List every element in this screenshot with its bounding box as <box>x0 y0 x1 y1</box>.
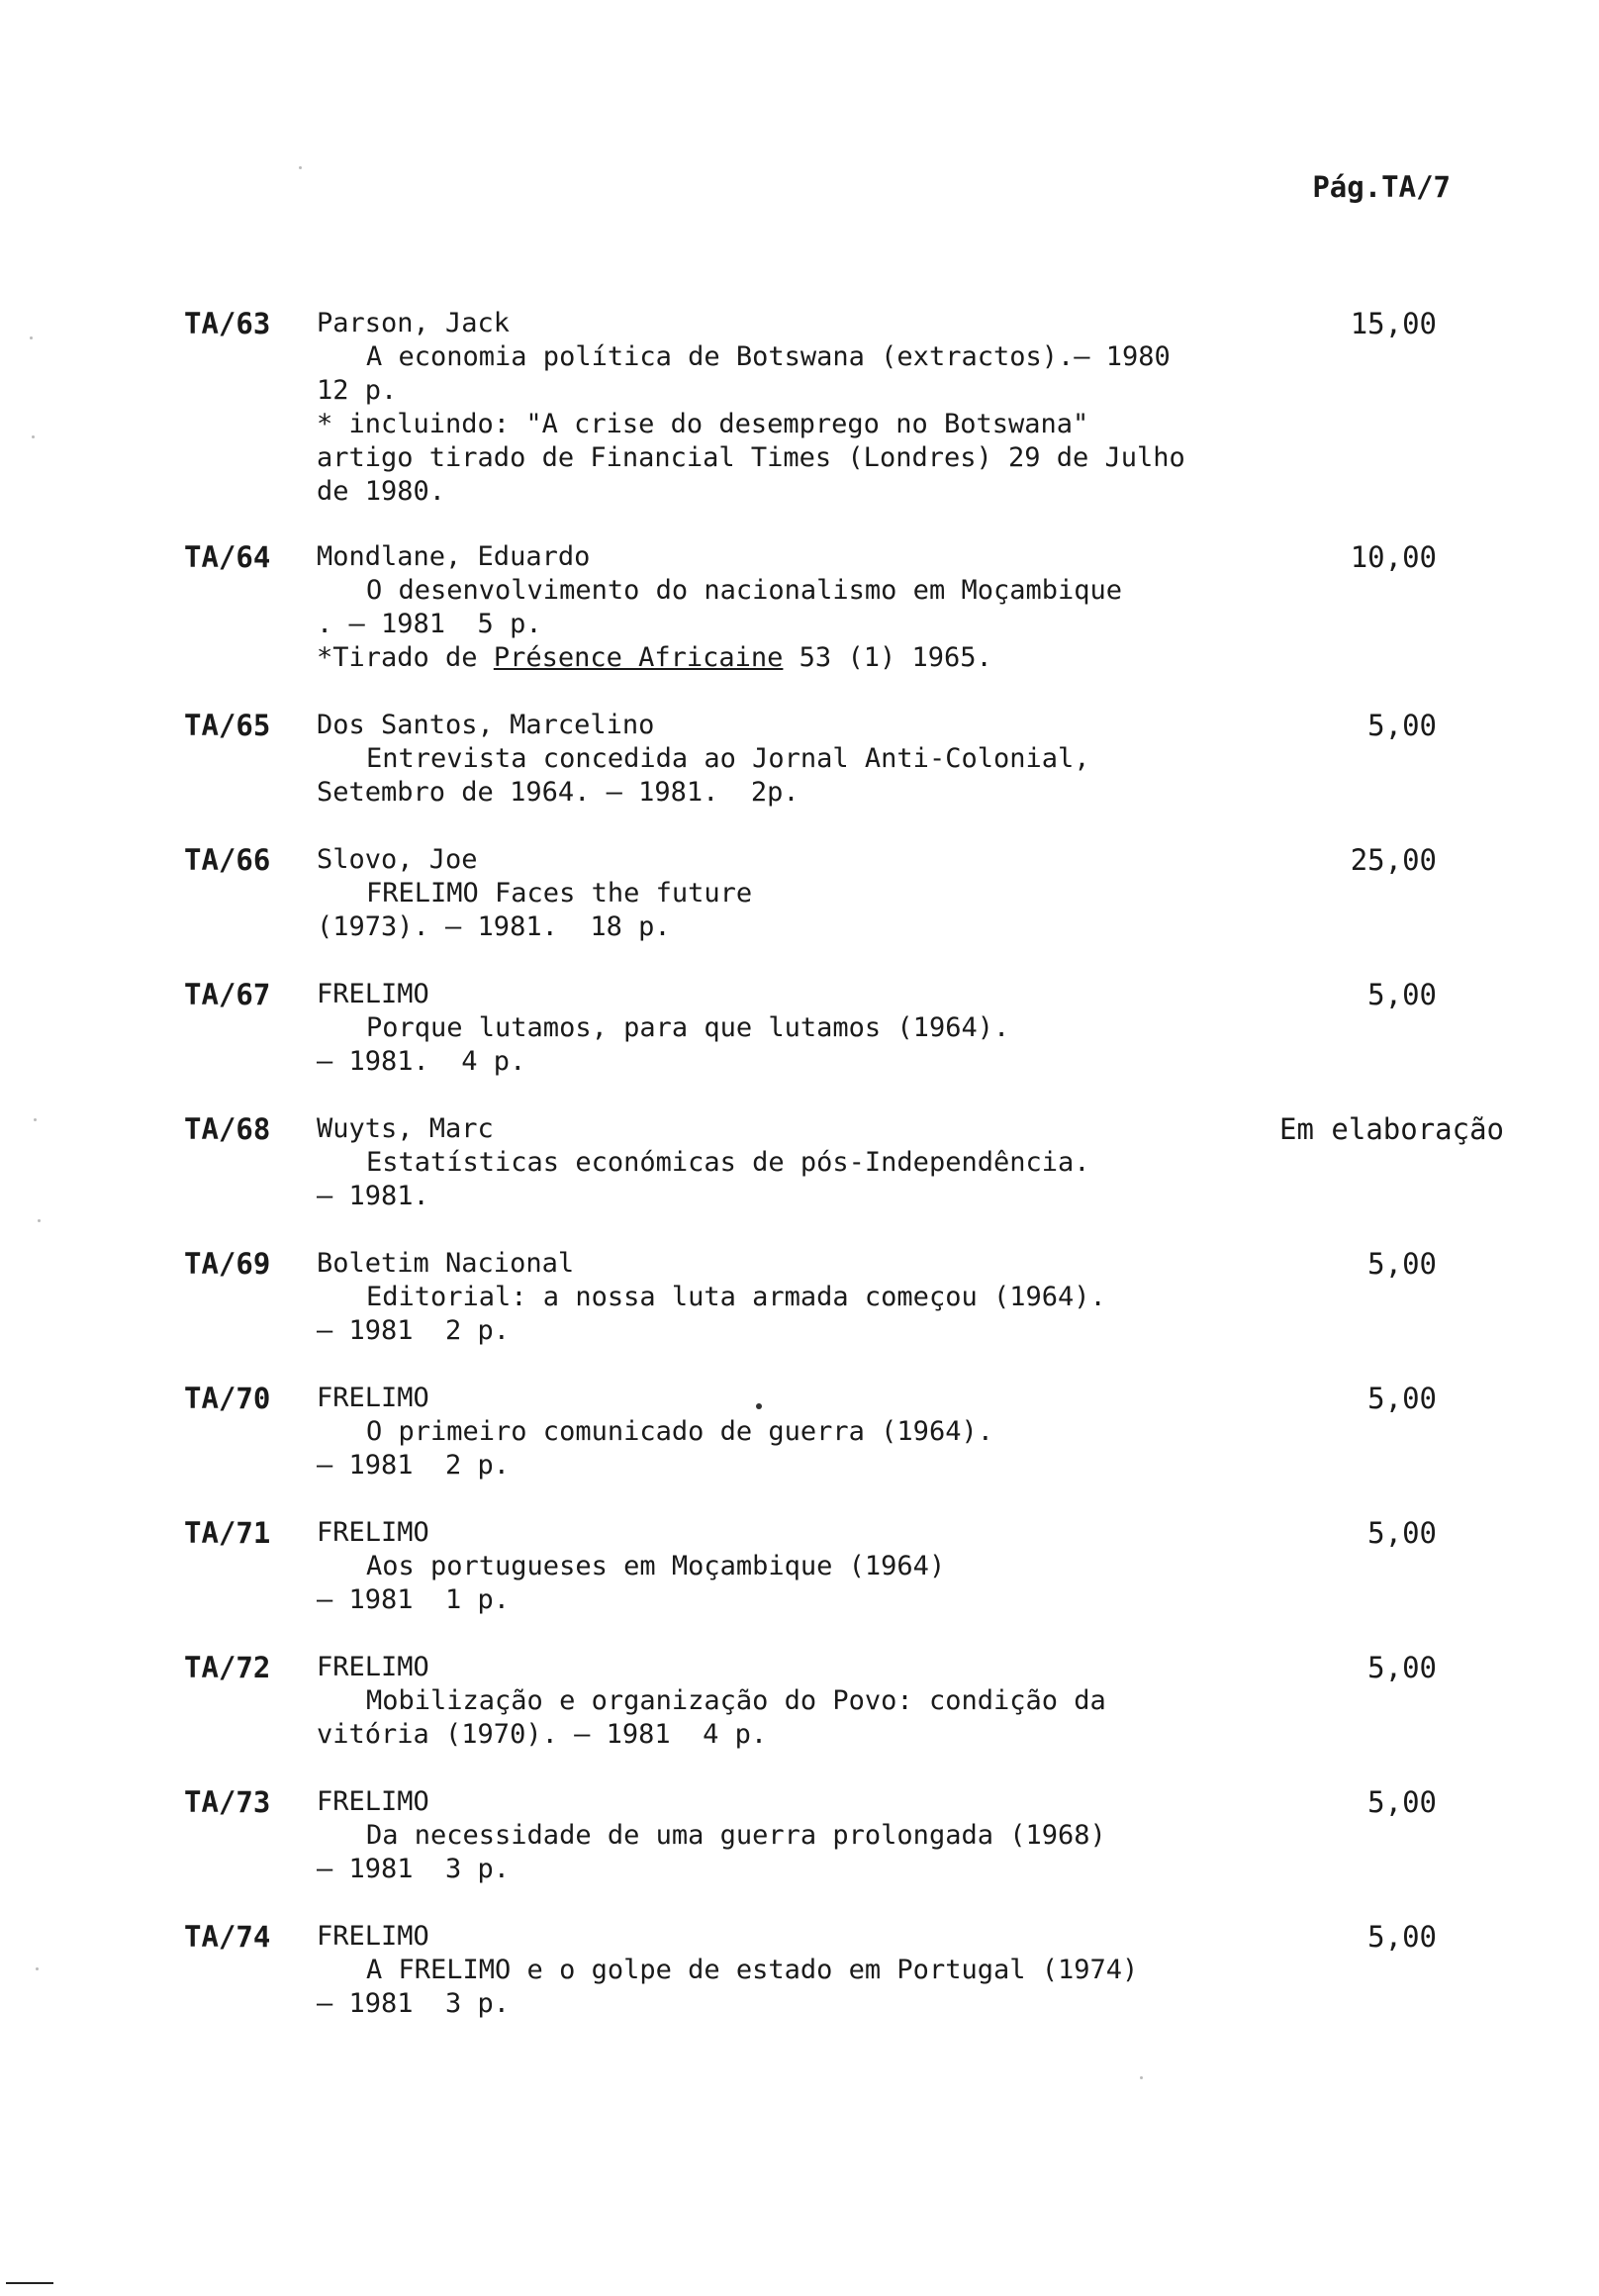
entry-author: FRELIMO <box>317 979 429 1009</box>
entry-pages: vitória (1970). — 1981 4 p. <box>317 1719 768 1750</box>
entry-price: 10,00 <box>1350 540 1437 574</box>
entry-title: Aos portugueses em Moçambique (1964) <box>366 1551 946 1581</box>
entry-author: Boletim Nacional <box>317 1248 575 1279</box>
entry-code: TA/68 <box>184 1112 271 1146</box>
entry-code: TA/64 <box>184 540 271 574</box>
entry-body <box>317 1382 1227 1483</box>
entry-code: TA/72 <box>184 1651 271 1684</box>
entry-body <box>317 1785 1227 1886</box>
entry-title: O primeiro comunicado de guerra (1964). <box>366 1416 993 1447</box>
entry-author: Mondlane, Eduardo <box>317 541 591 572</box>
entry-price: Em elaboração <box>1279 1112 1504 1146</box>
page-number: Pág.TA/7 <box>1312 170 1451 204</box>
entry-price: 5,00 <box>1367 1247 1437 1281</box>
scan-speck <box>299 166 302 169</box>
entry-pages: — 1981. 4 p. <box>317 1046 526 1077</box>
entry-body <box>317 843 1227 944</box>
entry-title: Porque lutamos, para que lutamos (1964). <box>366 1012 1010 1043</box>
entry-author: Dos Santos, Marcelino <box>317 710 655 740</box>
entry-author: Parson, Jack <box>317 308 511 338</box>
entry-title: Da necessidade de uma guerra prolongada (1968) <box>366 1820 1106 1851</box>
entry-title: Mobilização e organização do Povo: condição da <box>366 1685 1106 1716</box>
entry-price: 5,00 <box>1367 1920 1437 1954</box>
entry-body <box>317 1651 1227 1752</box>
entry-body <box>317 978 1227 1079</box>
entry-pages: (1973). — 1981. 18 p. <box>317 911 671 942</box>
entry-code: TA/73 <box>184 1785 271 1819</box>
entry-price: 5,00 <box>1367 709 1437 742</box>
entry-title: Estatísticas económicas de pós-Independência. <box>366 1147 1090 1178</box>
entry-title: Entrevista concedida ao Jornal Anti-Colonial, <box>366 743 1090 774</box>
entry-body <box>317 1112 1227 1213</box>
entry-note: artigo tirado de Financial Times (Londres) 29 de Julho <box>317 442 1185 473</box>
entry-price: 5,00 <box>1367 1516 1437 1550</box>
scan-speck <box>30 336 33 339</box>
entry-title: FRELIMO Faces the future <box>366 878 753 909</box>
entry-note-prefix: *Tirado de <box>317 642 494 673</box>
entry-body <box>317 709 1227 810</box>
scan-speck <box>756 1403 762 1409</box>
entry-price: 5,00 <box>1367 978 1437 1011</box>
entry-title: A FRELIMO e o golpe de estado em Portugal (1974) <box>366 1955 1139 1985</box>
entry-price: 5,00 <box>1367 1382 1437 1415</box>
entry-author: FRELIMO <box>317 1652 429 1682</box>
scan-speck <box>32 435 35 438</box>
entry-pages: 12 p. <box>317 375 398 406</box>
entry-note: * incluindo: "A crise do desemprego no Botswana" <box>317 409 1089 439</box>
entry-pages: — 1981 1 p. <box>317 1584 511 1615</box>
entry-code: TA/65 <box>184 709 271 742</box>
entry-pages: Setembro de 1964. — 1981. 2p. <box>317 777 800 808</box>
entry-price: 15,00 <box>1350 307 1437 340</box>
entry-code: TA/74 <box>184 1920 271 1954</box>
entry-pages: — 1981 3 p. <box>317 1854 511 1884</box>
entry-title: A economia política de Botswana (extractos).– 1980 <box>366 341 1171 372</box>
entry-code: TA/69 <box>184 1247 271 1281</box>
entry-code: TA/66 <box>184 843 271 877</box>
entry-price: 5,00 <box>1367 1651 1437 1684</box>
scan-speck <box>34 1118 37 1121</box>
entry-source-title: Présence Africaine <box>493 642 784 673</box>
entry-code: TA/63 <box>184 307 271 340</box>
entry-price: 5,00 <box>1367 1785 1437 1819</box>
entry-author: FRELIMO <box>317 1786 429 1817</box>
entry-author: Slovo, Joe <box>317 844 478 875</box>
entry-title: Editorial: a nossa luta armada começou (1964). <box>366 1282 1106 1312</box>
entry-note: de 1980. <box>317 476 446 507</box>
scan-speck <box>1140 2076 1143 2079</box>
entry-code: TA/71 <box>184 1516 271 1550</box>
entry-pages: — 1981 2 p. <box>317 1450 511 1481</box>
scan-speck <box>38 1219 41 1222</box>
entry-author: FRELIMO <box>317 1383 429 1413</box>
entry-body <box>317 1247 1227 1348</box>
entry-author: FRELIMO <box>317 1921 429 1952</box>
scan-speck <box>36 1967 39 1970</box>
entry-code: TA/67 <box>184 978 271 1011</box>
entry-pages: — 1981 2 p. <box>317 1315 511 1346</box>
entry-note-suffix: 53 (1) 1965. <box>783 642 992 673</box>
entry-price: 25,00 <box>1350 843 1437 877</box>
entry-body <box>317 1920 1227 2021</box>
entry-author: Wuyts, Marc <box>317 1113 494 1144</box>
entry-body <box>317 307 1227 509</box>
entry-author: FRELIMO <box>317 1517 429 1548</box>
scan-mark <box>6 2282 53 2284</box>
entry-pages: . — 1981 5 p. <box>317 609 542 639</box>
entry-body <box>317 1516 1227 1617</box>
entry-title: O desenvolvimento do nacionalismo em Moçambique <box>366 575 1123 606</box>
entry-body <box>317 540 1227 675</box>
entry-pages: — 1981 3 p. <box>317 1988 511 2019</box>
entry-code: TA/70 <box>184 1382 271 1415</box>
entry-pages: — 1981. <box>317 1181 429 1211</box>
entry-note <box>317 641 1227 675</box>
